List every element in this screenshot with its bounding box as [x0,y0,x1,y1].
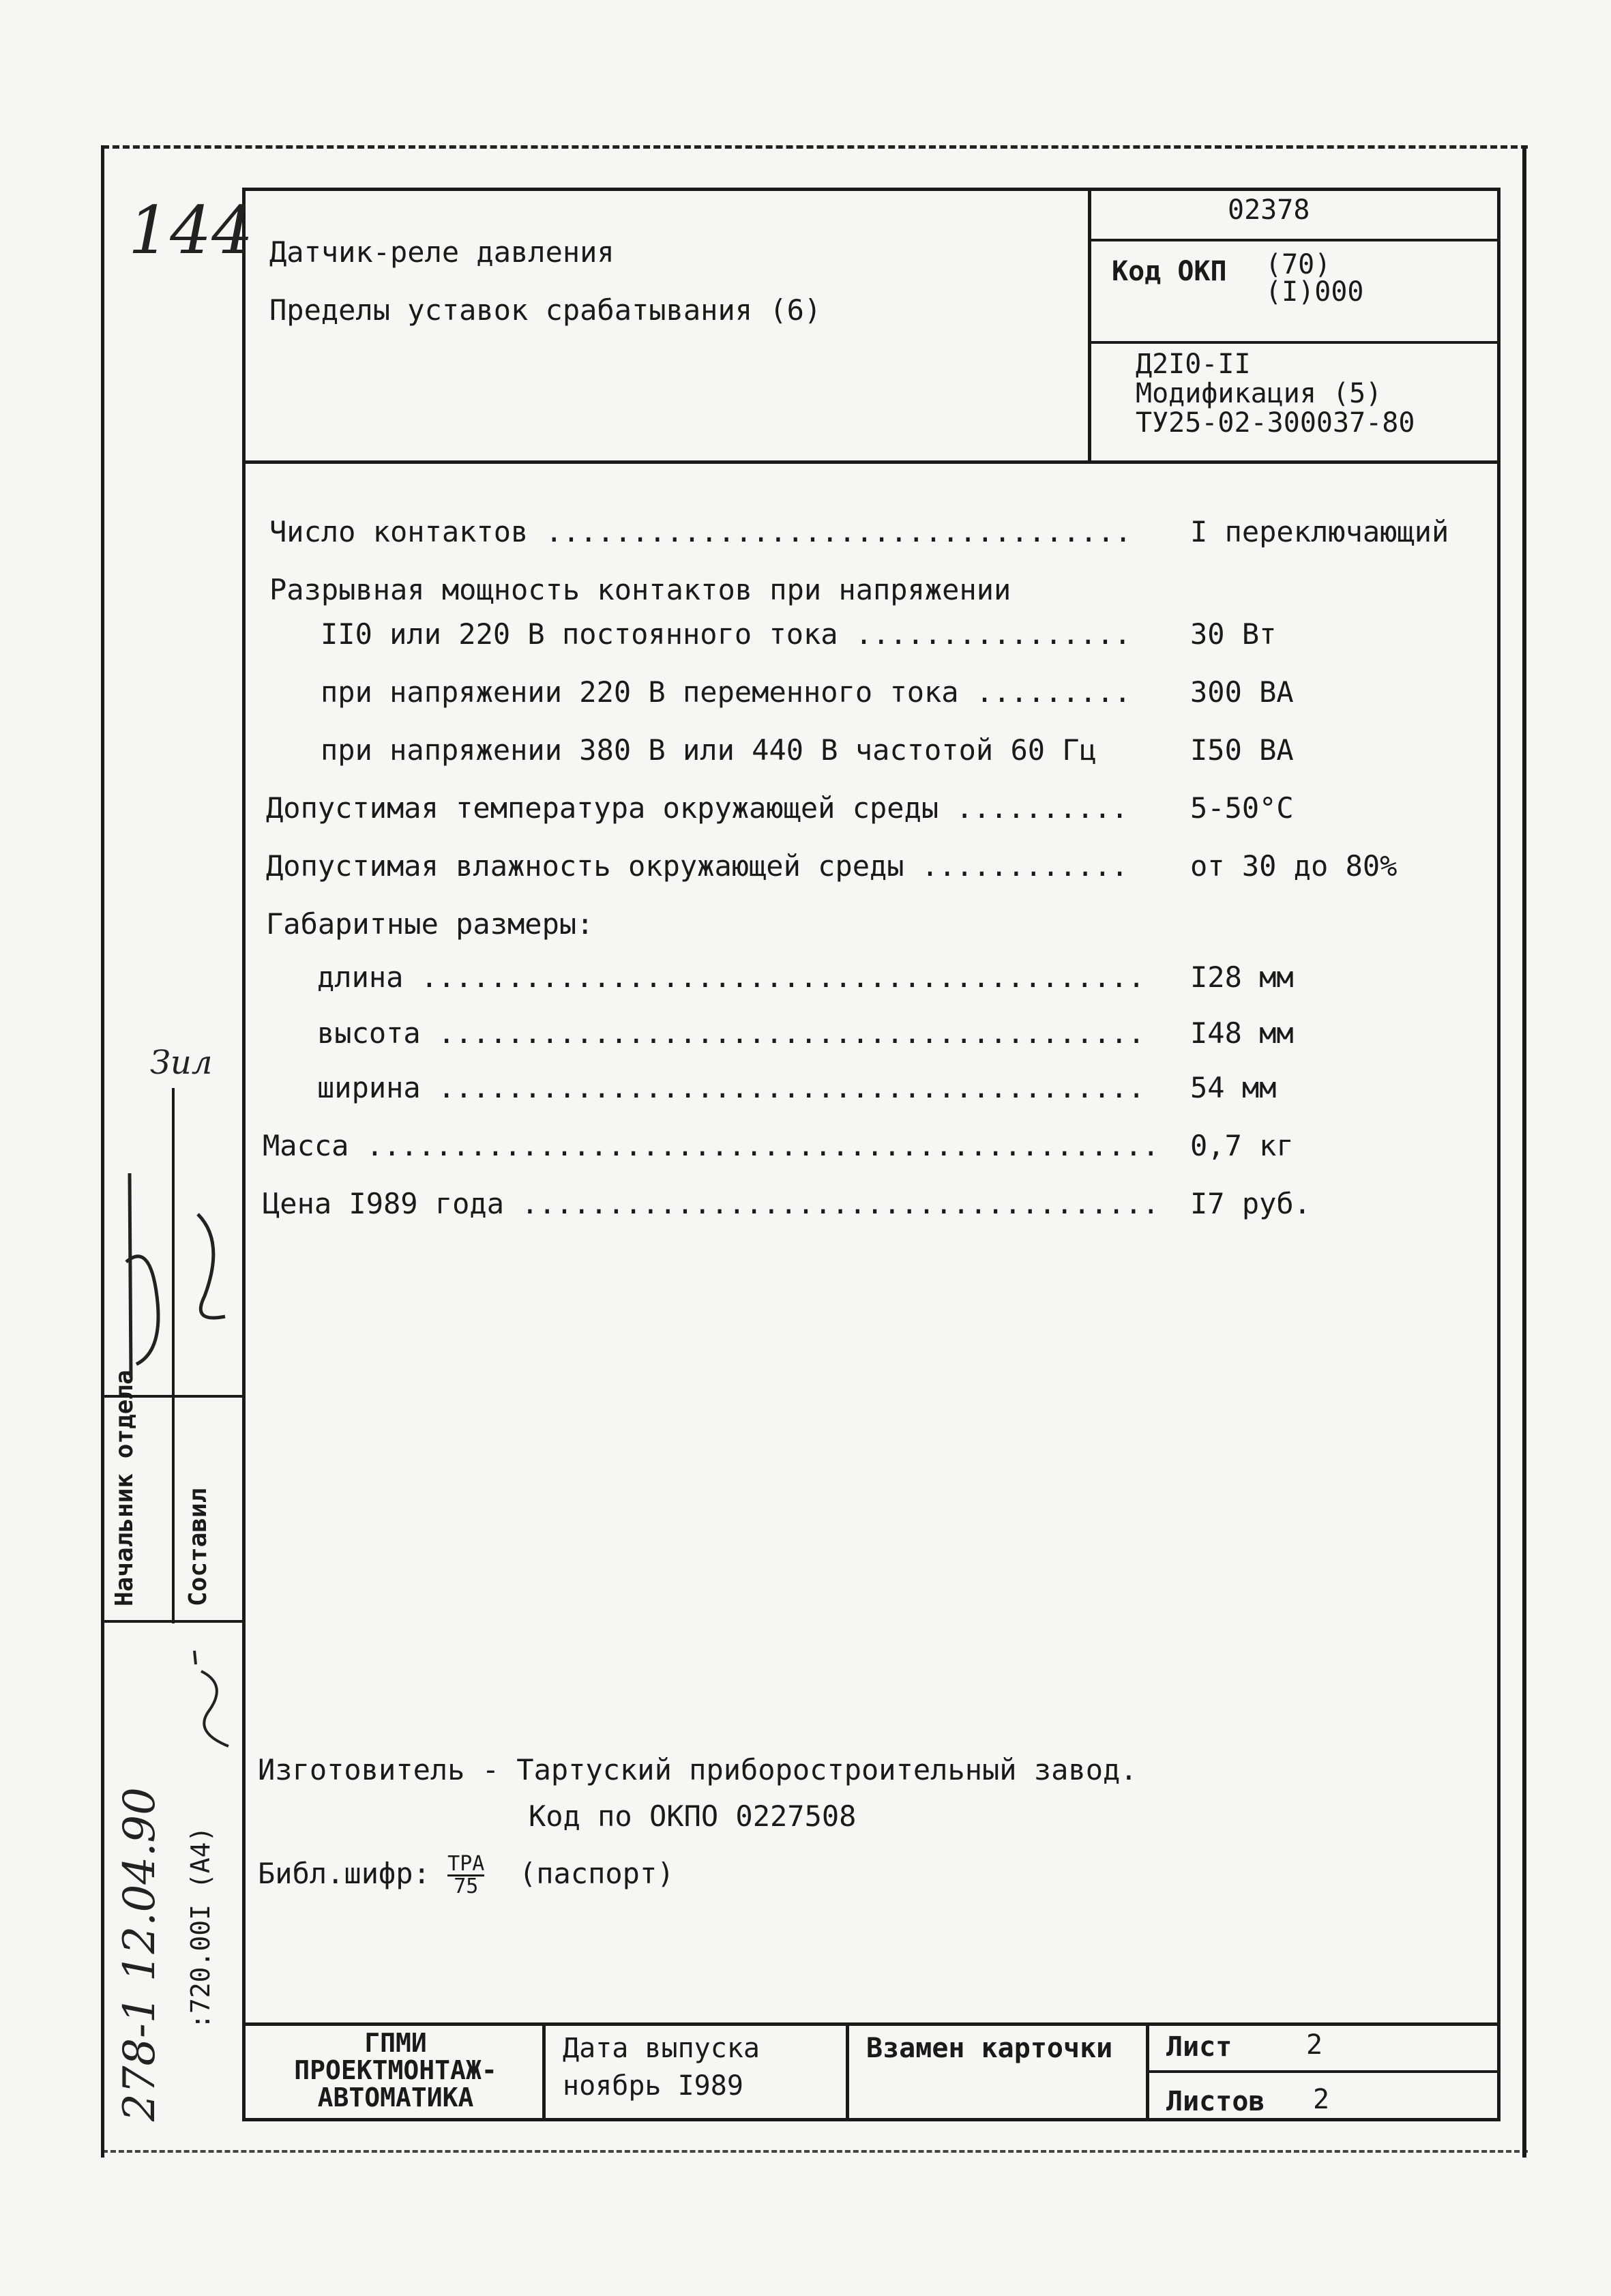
scan-edge-top [102,145,1528,149]
footer-sheet-divider [1146,2070,1501,2073]
tech-spec: ТУ25-02-300037-80 [1136,407,1415,439]
library-code-note: (паспорт) [518,1857,675,1890]
spec-label: Число контактов .................................. [269,515,1132,548]
modification: Модификация (5) [1136,378,1383,409]
spec-label: Цена I989 года ..................................... [263,1187,1159,1220]
sheet-label: Лист [1166,2031,1232,2063]
organization-name [259,2029,532,2111]
spec-value: I48 мм [1190,1016,1294,1050]
spec-label: Допустимая влажность окружающей среды ............ [266,849,1129,883]
spec-value: 5-50°С [1190,791,1294,825]
spec-label: Разрывная мощность контактов при напряжении [269,573,1011,606]
library-code-numerator: ТРА [447,1852,485,1876]
spec-label: II0 или 220 В постоянного тока ................ [321,617,1132,651]
header-vertical-divider [1088,188,1091,464]
organization-line1: ГПМИ [364,2028,427,2058]
spec-label: ширина ......................................... [317,1071,1145,1104]
left-outer-border [101,145,104,2158]
spec-label: Масса .............................................. [263,1129,1159,1162]
replaces-card-label: Взамен карточки [866,2033,1113,2064]
frame-bottom [242,2118,1501,2121]
okp-label: Код ОКП [1112,256,1227,287]
spec-label: Габаритные размеры: [266,907,594,941]
handwritten-initials-mark [188,1644,242,1753]
spec-value: I28 мм [1190,960,1294,994]
sheet-value: 2 [1306,2029,1323,2061]
document-subtitle: Пределы уставок срабатывания (6) [269,293,822,327]
spec-value: 300 ВА [1190,675,1294,709]
manufacturer-line: Изготовитель - Тартуский приборостроительный завод. [258,1753,1138,1786]
spec-value: I переключающий [1190,515,1449,548]
head-of-department-label: Начальник отдела [110,1370,138,1606]
spec-label: при напряжении 380 В или 440 В частотой 60 Гц [321,733,1097,767]
document-code: :720.00I (А4) [186,1826,216,2029]
frame-left [242,188,246,2121]
footer-divider-1 [542,2022,546,2121]
footer-top-line [242,2022,1501,2026]
spec-value: 0,7 кг [1190,1129,1294,1162]
sheet-number-handwritten: 144 [128,192,254,269]
model-block [1136,350,1415,438]
code-divider [1088,239,1501,241]
document-title: Датчик-реле давления [269,235,615,269]
library-code-denominator: 75 [454,1874,479,1898]
compiled-by-label: Составил [184,1488,212,1606]
library-code-label: Библ.шифр: [258,1857,430,1890]
issue-date-value: ноябрь I989 [563,2070,743,2102]
spec-value: I7 руб. [1190,1187,1312,1220]
spec-value: 54 мм [1190,1071,1277,1104]
scan-edge-bottom [102,2150,1528,2153]
model-number: Д2I0-II [1136,349,1251,380]
okp-code [1265,251,1364,306]
signature-marks [109,1160,246,1385]
spec-label: длина .......................................... [317,960,1145,994]
library-code [258,1854,675,1897]
organization-line2: ПРОЕКТМОНТАЖ- [294,2055,497,2085]
code-number: 02378 [1228,194,1310,226]
frame-right [1497,188,1501,2121]
okp-divider [1088,341,1501,344]
header-bottom-line [242,460,1501,464]
frame-top [242,188,1501,191]
spec-value: от 30 до 80% [1190,849,1398,883]
footer-divider-2 [846,2022,849,2121]
spec-label: Допустимая температура окружающей среды .......... [266,791,1129,825]
organization-line3: АВТОМАТИКА [317,2082,474,2113]
spec-value: 30 Вт [1190,617,1277,651]
sheets-label: Листов [1166,2086,1265,2117]
right-outer-border [1522,145,1526,2158]
handwritten-date: 278-1 12.04.90 [115,1787,165,2121]
issue-date-label: Дата выпуска [563,2033,760,2064]
spec-value: I50 ВА [1190,733,1294,767]
spec-label: высота ......................................... [317,1016,1145,1050]
library-code-fraction [447,1854,484,1897]
sheets-value: 2 [1313,2084,1330,2115]
okpo-code: Код по ОКПО 0227508 [529,1799,857,1833]
okp-code-line1: (70) [1265,249,1331,280]
spec-label: при напряжении 220 В переменного тока ......... [321,675,1132,709]
handwritten-note: Зил [150,1044,213,1082]
okp-code-line2: (I)000 [1265,276,1364,308]
